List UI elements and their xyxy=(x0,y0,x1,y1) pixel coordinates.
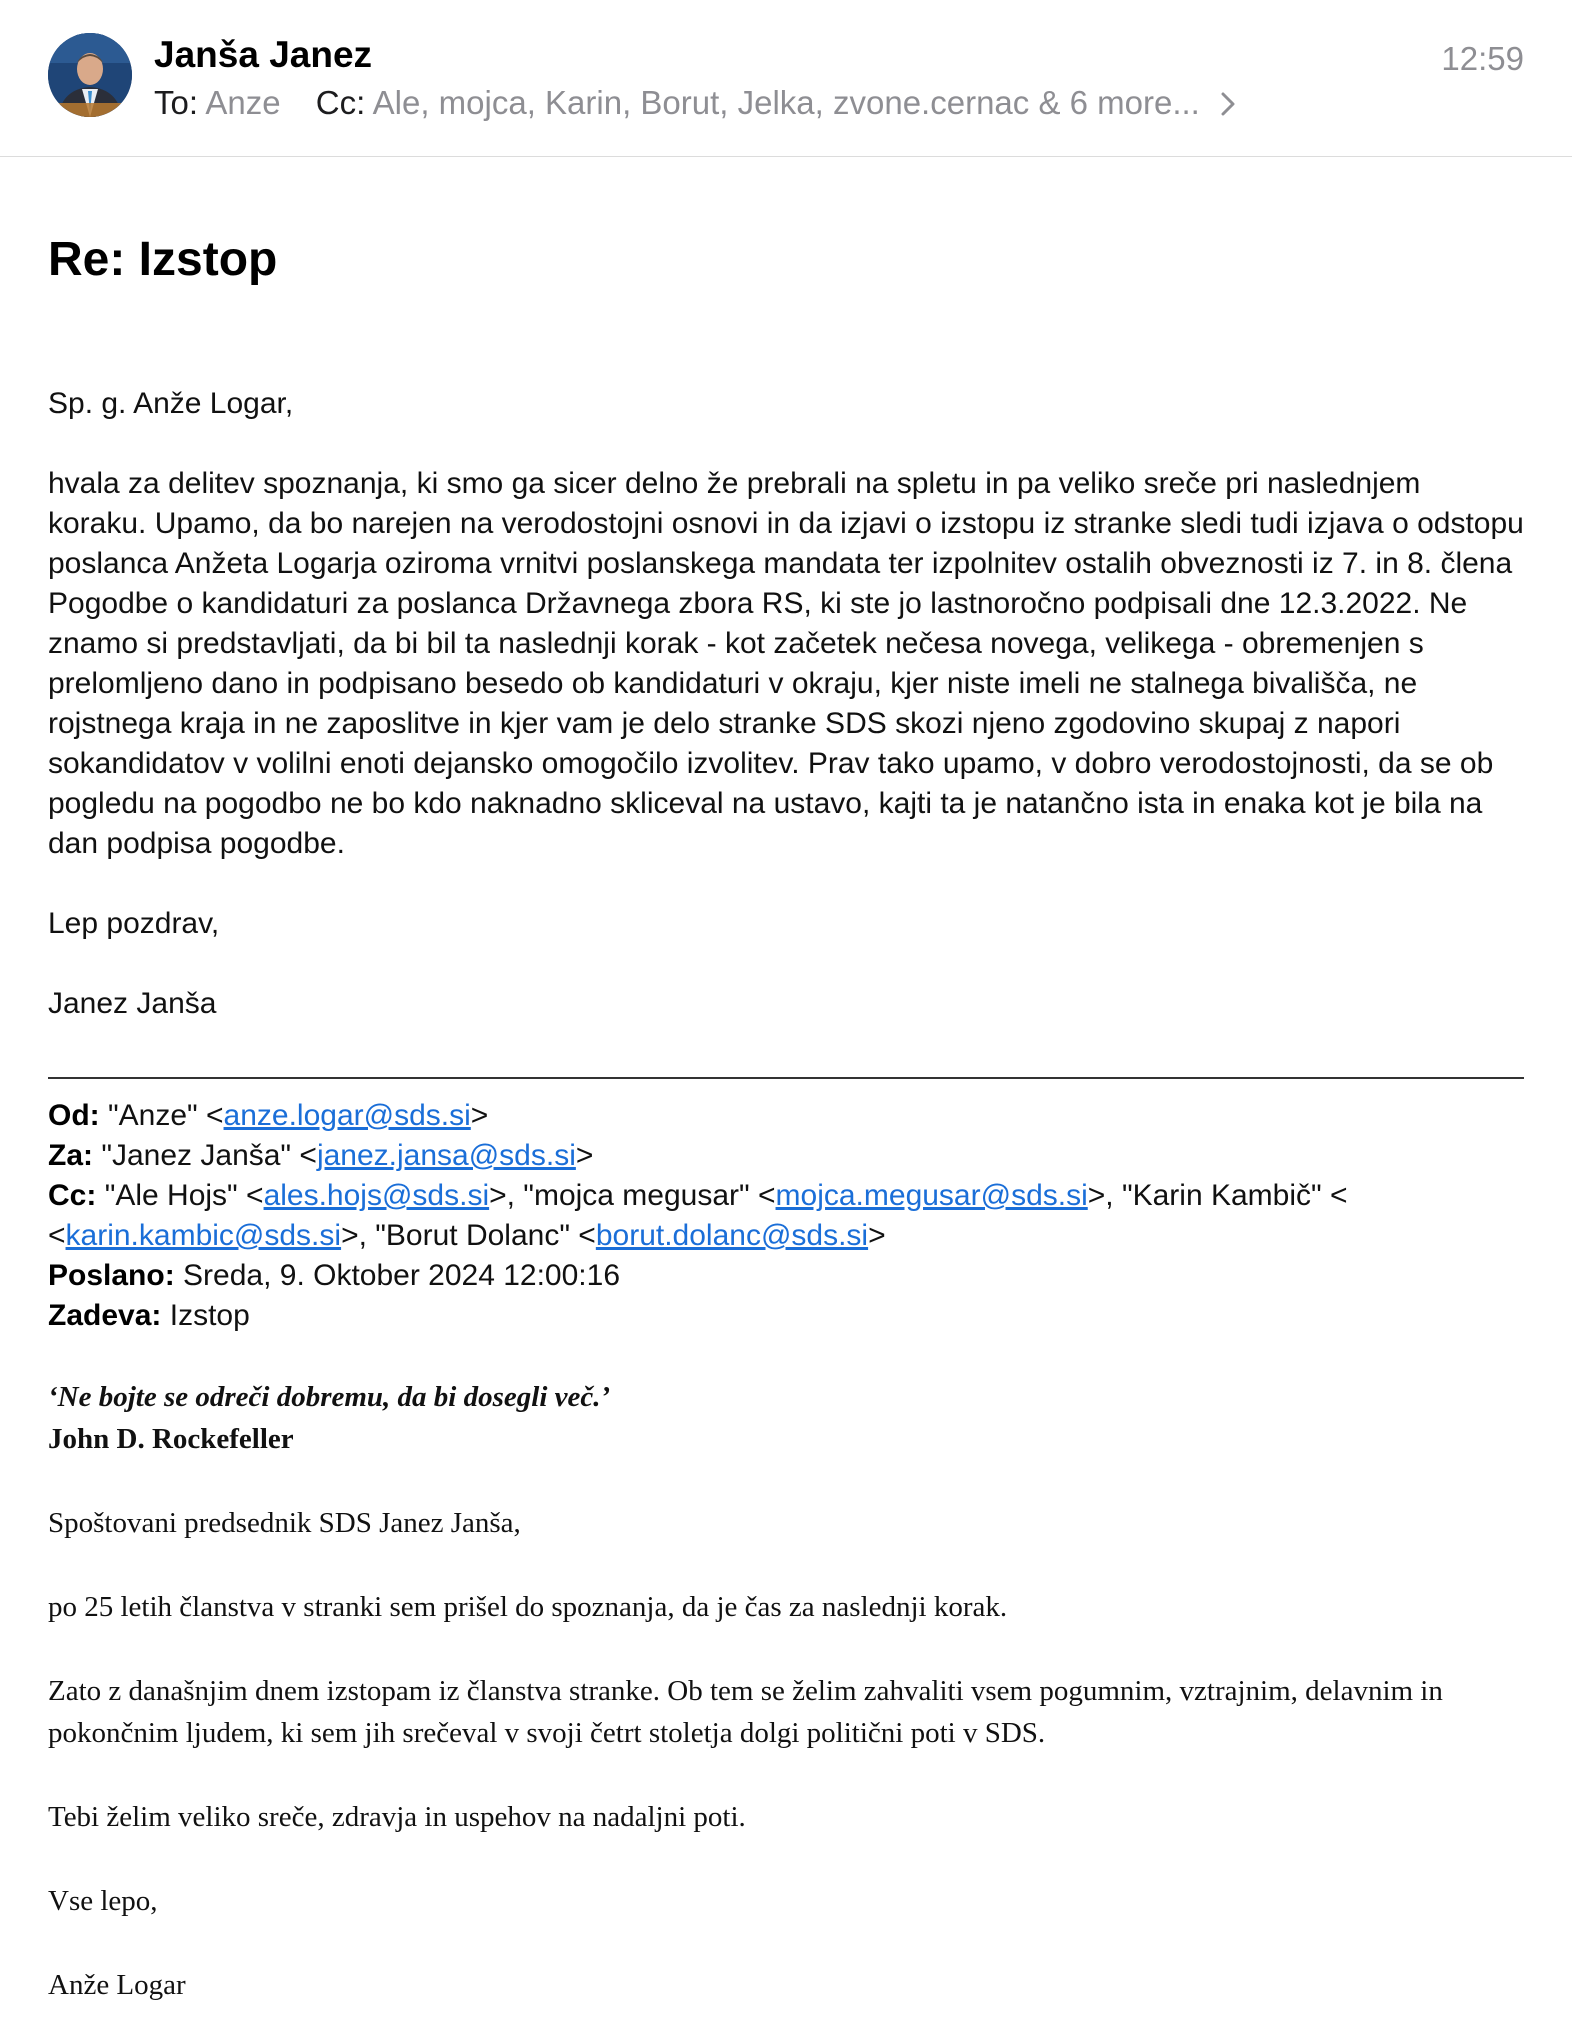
cc3-email-link[interactable]: karin.kambic@sds.si xyxy=(65,1219,342,1252)
reply-body xyxy=(48,384,1524,1024)
reply-greeting: Sp. g. Anže Logar, xyxy=(48,387,294,420)
original-closing: Vse lepo, xyxy=(48,1885,158,1917)
sent-label: Poslano: xyxy=(48,1259,175,1292)
cc4-email-link[interactable]: borut.dolanc@sds.si xyxy=(595,1219,869,1252)
original-greeting: Spoštovani predsednik SDS Janez Janša, xyxy=(48,1507,521,1539)
quoted-header xyxy=(48,1096,1524,1336)
cc-label-quoted: Cc: xyxy=(48,1179,97,1212)
quoted-to-row: Za: "Janez Janša" <janez.jansa@sds.si> xyxy=(48,1139,594,1172)
chevron-right-icon[interactable] xyxy=(1221,86,1235,124)
quoted-from-row: Od: "Anze" <anze.logar@sds.si> xyxy=(48,1099,489,1132)
sender-name[interactable]: Janša Janez xyxy=(154,34,373,75)
subject-value: Izstop xyxy=(169,1299,250,1332)
sent-value: Sreda, 9. Oktober 2024 12:00:16 xyxy=(183,1259,621,1292)
cc-recipients[interactable]: Ale, mojca, Karin, Borut, Jelka, zvone.cernac & 6 more... xyxy=(372,84,1200,121)
recipients-line[interactable] xyxy=(154,84,1235,124)
cc-label: Cc: xyxy=(315,84,366,121)
cc3-name: >, "Karin Kambič" < xyxy=(1087,1179,1348,1212)
subject-title: Re: Izstop xyxy=(48,233,278,286)
to-name: "Janez Janša" < xyxy=(101,1139,317,1172)
to-label-quoted: Za: xyxy=(48,1139,93,1172)
quoted-sent-row xyxy=(48,1256,1524,1296)
cc1-email-link[interactable]: ales.hojs@sds.si xyxy=(263,1179,490,1212)
cc2-name: >, "mojca megusar" < xyxy=(489,1179,776,1212)
from-label: Od: xyxy=(48,1099,100,1132)
quote-divider xyxy=(48,1077,1524,1079)
subject-label: Zadeva: xyxy=(48,1299,162,1332)
reply-signature: Janez Janša xyxy=(48,987,217,1020)
sender-avatar[interactable] xyxy=(48,33,132,117)
quoted-subject-row xyxy=(48,1296,1524,1336)
avatar-photo-icon xyxy=(48,33,132,117)
to-email-link[interactable]: janez.jansa@sds.si xyxy=(316,1139,576,1172)
motto-quote: ‘Ne bojte se odreči dobremu, da bi dosegli več.’ xyxy=(48,1381,611,1413)
original-paragraph-2: Zato z današnjim dnem izstopam iz članstva stranke. Ob tem se želim zahvaliti vsem pogumnim, vztrajnim, delavnim in pokončnim ljudem, ki sem jih srečeval v svoji četrt stoletja dolgi politični poti v SDS. xyxy=(48,1675,1443,1749)
message-time: 12:59 xyxy=(1441,40,1524,77)
cc1-name: "Ale Hojs" < xyxy=(104,1179,264,1212)
original-message xyxy=(48,1376,1524,2006)
quoted-cc-row: Cc: "Ale Hojs" <ales.hojs@sds.si>, "mojca megusar" <mojca.megusar@sds.si>, "Karin Kambič" < <karin.kambic@sds.si>, "Borut Dolanc" <borut.dolanc@sds.si> xyxy=(48,1179,1348,1252)
cc4-name: >, "Borut Dolanc" < xyxy=(341,1219,596,1252)
motto-author: John D. Rockefeller xyxy=(48,1423,294,1455)
from-name: "Anze" < xyxy=(108,1099,224,1132)
to-label: To: xyxy=(154,84,199,121)
reply-paragraph: hvala za delitev spoznanja, ki smo ga sicer delno že prebrali na spletu in pa veliko sreče pri naslednjem koraku. Upamo, da bo narejen na verodostojni osnovi in da izjavi o izstopu iz stranke sledi tudi izjava o odstopu poslanca Anžeta Logarja oziroma vrnitvi poslanskega mandata ter izpolnitev ostalih obveznosti iz 7. in 8. člena Pogodbe o kandidaturi za poslanca Državnega zbora RS, ki ste jo lastnoročno podpisali dne 12.3.2022. Ne znamo si predstavljati, da bi bil ta naslednji korak - kot začetek nečesa novega, velikega - obremenjen s prelomljeno dano in podpisano besedo ob kandidaturi v okraju, kjer niste imeli ne stalnega bivališča, ne rojstnega kraja in ne zaposlitve in kjer vam je delo stranke SDS skozi njeno zgodovino skupaj z napori sokandidatov v volilni enoti dejansko omogočilo izvolitev. Prav tako upamo, v dobro verodostojnosti, da se ob pogledu na pogodbo ne bo kdo naknadno skliceval na ustavo, kajti ta je natančno ista in enaka kot je bila na dan podpisa pogodbe. xyxy=(48,467,1524,860)
original-paragraph-3: Tebi želim veliko sreče, zdravja in uspehov na nadaljni poti. xyxy=(48,1801,746,1833)
message-header xyxy=(0,0,1572,157)
reply-closing: Lep pozdrav, xyxy=(48,907,220,940)
cc2-email-link[interactable]: mojca.megusar@sds.si xyxy=(775,1179,1088,1212)
to-recipients[interactable]: Anze xyxy=(205,84,281,121)
from-email-link[interactable]: anze.logar@sds.si xyxy=(223,1099,471,1132)
original-signature: Anže Logar xyxy=(48,1969,186,2001)
original-paragraph-1: po 25 letih članstva v stranki sem prišel do spoznanja, da je čas za naslednji korak. xyxy=(48,1591,1008,1623)
